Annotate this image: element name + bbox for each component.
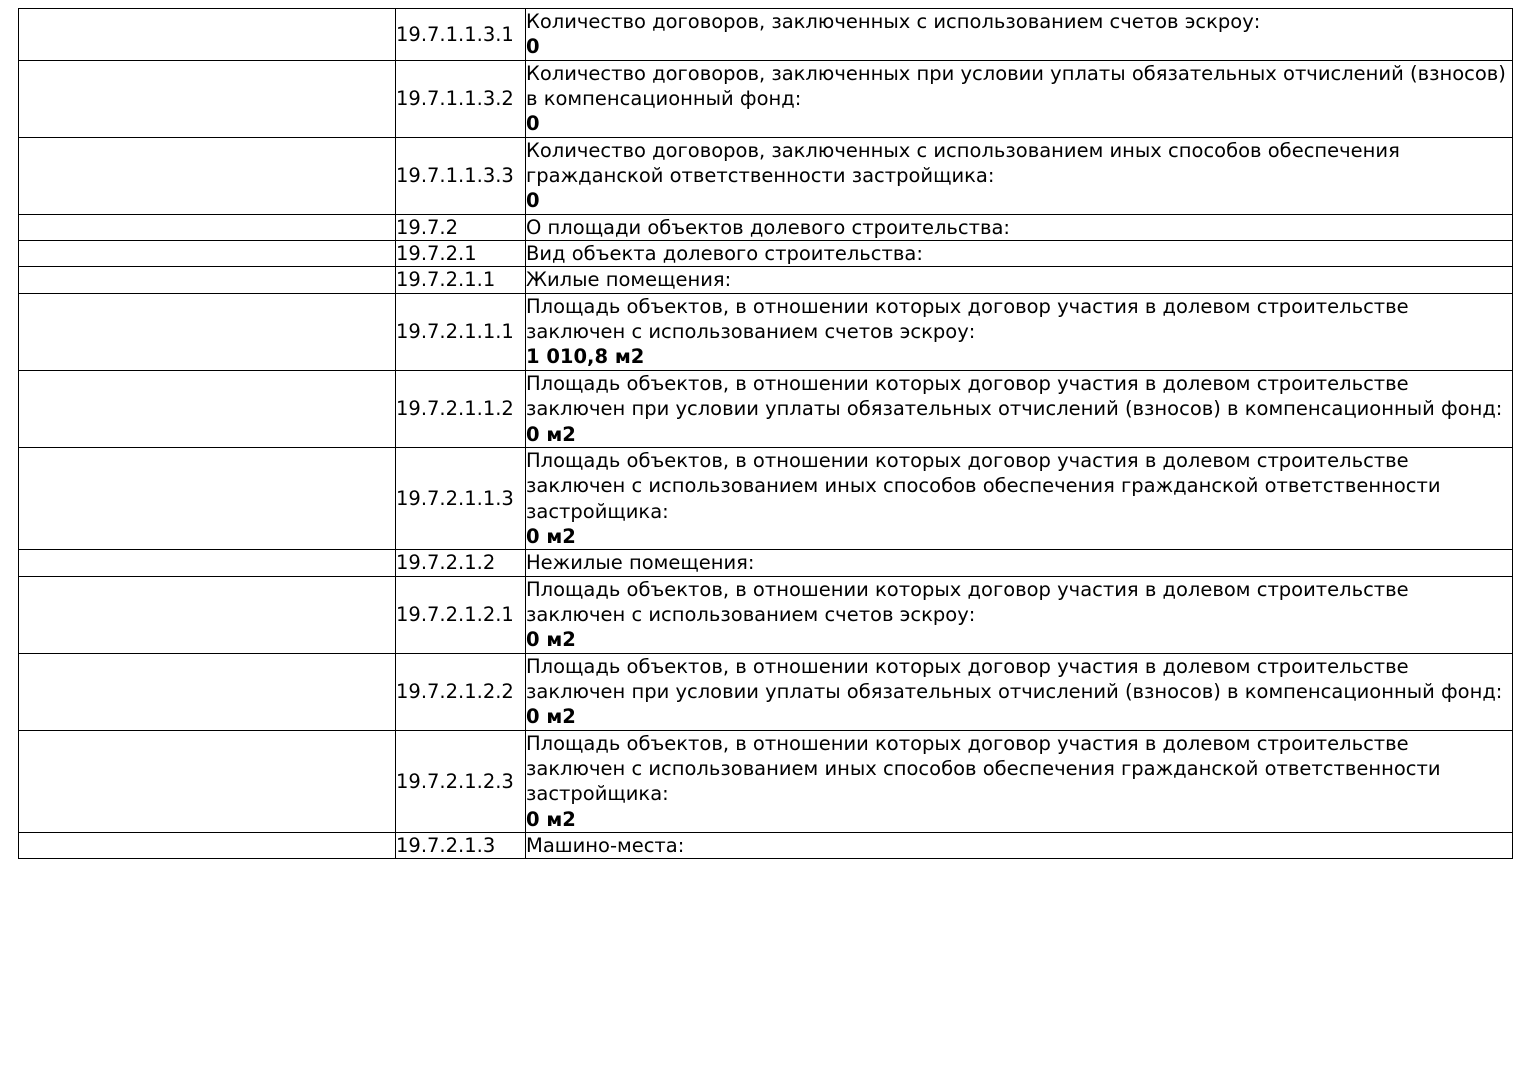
clause-text-cell (526, 267, 1513, 293)
row-marker-cell (19, 447, 396, 549)
clause-number-cell: 19.7.2.1.2.3 (396, 730, 526, 832)
row-marker-cell (19, 370, 396, 447)
row-marker-cell (19, 60, 396, 137)
table-row (19, 60, 1513, 137)
clause-number-cell: 19.7.2.1.3 (396, 833, 526, 859)
table-row (19, 833, 1513, 859)
clause-text-cell (526, 214, 1513, 240)
clause-label: О площади объектов долевого строительства: (526, 215, 1010, 239)
row-marker-cell (19, 293, 396, 370)
clause-text-cell (526, 370, 1513, 447)
clause-number-cell: 19.7.2.1.2 (396, 550, 526, 576)
row-marker-cell (19, 137, 396, 214)
table-row (19, 370, 1513, 447)
clause-text-cell (526, 293, 1513, 370)
table-row (19, 9, 1513, 61)
clause-text-cell (526, 550, 1513, 576)
clause-label: Жилые помещения: (526, 268, 732, 292)
clause-text-cell (526, 447, 1513, 549)
clause-number-cell: 19.7.1.1.3.2 (396, 60, 526, 137)
row-marker-cell (19, 653, 396, 730)
clause-label: Площадь объектов, в отношении которых договор участия в долевом строительстве заключен с использованием иных способов обеспечения гражданской ответственности застройщика: (526, 731, 1447, 806)
table-row (19, 730, 1513, 832)
clause-text-cell (526, 60, 1513, 137)
clause-value: 0 м2 (526, 628, 576, 652)
row-marker-cell (19, 576, 396, 653)
clause-number-cell: 19.7.1.1.3.3 (396, 137, 526, 214)
table-row (19, 137, 1513, 214)
clause-number-cell: 19.7.2.1.2.1 (396, 576, 526, 653)
clause-label: Площадь объектов, в отношении которых договор участия в долевом строительстве заключен при условии уплаты обязательных отчислений (взносов) в компенсационный фонд: (526, 654, 1503, 703)
clause-text-cell (526, 137, 1513, 214)
clause-text-cell (526, 833, 1513, 859)
clause-label: Количество договоров, заключенных с использованием счетов эскроу: (526, 10, 1261, 33)
disclosure-table (18, 8, 1513, 859)
table-row (19, 293, 1513, 370)
clause-number-cell: 19.7.2.1.1.2 (396, 370, 526, 447)
table-row (19, 653, 1513, 730)
table-body (19, 9, 1513, 859)
row-marker-cell (19, 833, 396, 859)
clause-label: Площадь объектов, в отношении которых договор участия в долевом строительстве заключен с использованием иных способов обеспечения гражданской ответственности застройщика: (526, 448, 1447, 523)
table-row (19, 550, 1513, 576)
clause-value: 0 (526, 35, 540, 59)
clause-text-cell (526, 9, 1513, 61)
clause-text-cell (526, 730, 1513, 832)
clause-label: Количество договоров, заключенных при условии уплаты обязательных отчислений (взносов) в компенсационный фонд: (526, 61, 1513, 111)
row-marker-cell (19, 730, 396, 832)
clause-value: 0 м2 (526, 422, 576, 446)
clause-number-cell: 19.7.2 (396, 214, 526, 240)
clause-value: 0 м2 (526, 524, 576, 548)
row-marker-cell (19, 267, 396, 293)
table-row (19, 267, 1513, 293)
row-marker-cell (19, 9, 396, 61)
clause-number-cell: 19.7.2.1.1 (396, 267, 526, 293)
table-row (19, 447, 1513, 549)
clause-value: 0 м2 (526, 705, 576, 729)
clause-value: 1 010,8 м2 (526, 345, 645, 369)
table-row (19, 241, 1513, 267)
row-marker-cell (19, 241, 396, 267)
clause-text-cell (526, 576, 1513, 653)
clause-number-cell: 19.7.2.1 (396, 241, 526, 267)
clause-label: Вид объекта долевого строительства: (526, 242, 923, 266)
row-marker-cell (19, 214, 396, 240)
clause-value: 0 (526, 189, 540, 213)
clause-label: Площадь объектов, в отношении которых договор участия в долевом строительстве заключен с использованием счетов эскроу: (526, 294, 1415, 344)
clause-number-cell: 19.7.2.1.1.3 (396, 447, 526, 549)
clause-value: 0 м2 (526, 807, 576, 831)
clause-text-cell (526, 241, 1513, 267)
table-row (19, 576, 1513, 653)
clause-number-cell: 19.7.2.1.2.2 (396, 653, 526, 730)
clause-number-cell: 19.7.2.1.1.1 (396, 293, 526, 370)
table-row (19, 214, 1513, 240)
clause-text-cell (526, 653, 1513, 730)
clause-label: Количество договоров, заключенных с использованием иных способов обеспечения гражданской ответственности застройщика: (526, 138, 1407, 188)
clause-label: Площадь объектов, в отношении которых договор участия в долевом строительстве заключен при условии уплаты обязательных отчислений (взносов) в компенсационный фонд: (526, 371, 1503, 421)
clause-label: Площадь объектов, в отношении которых договор участия в долевом строительстве заключен с использованием счетов эскроу: (526, 577, 1415, 626)
clause-label: Нежилые помещения: (526, 551, 755, 575)
clause-number-cell: 19.7.1.1.3.1 (396, 9, 526, 61)
row-marker-cell (19, 550, 396, 576)
clause-label: Машино-места: (526, 834, 685, 857)
clause-value: 0 (526, 112, 540, 136)
